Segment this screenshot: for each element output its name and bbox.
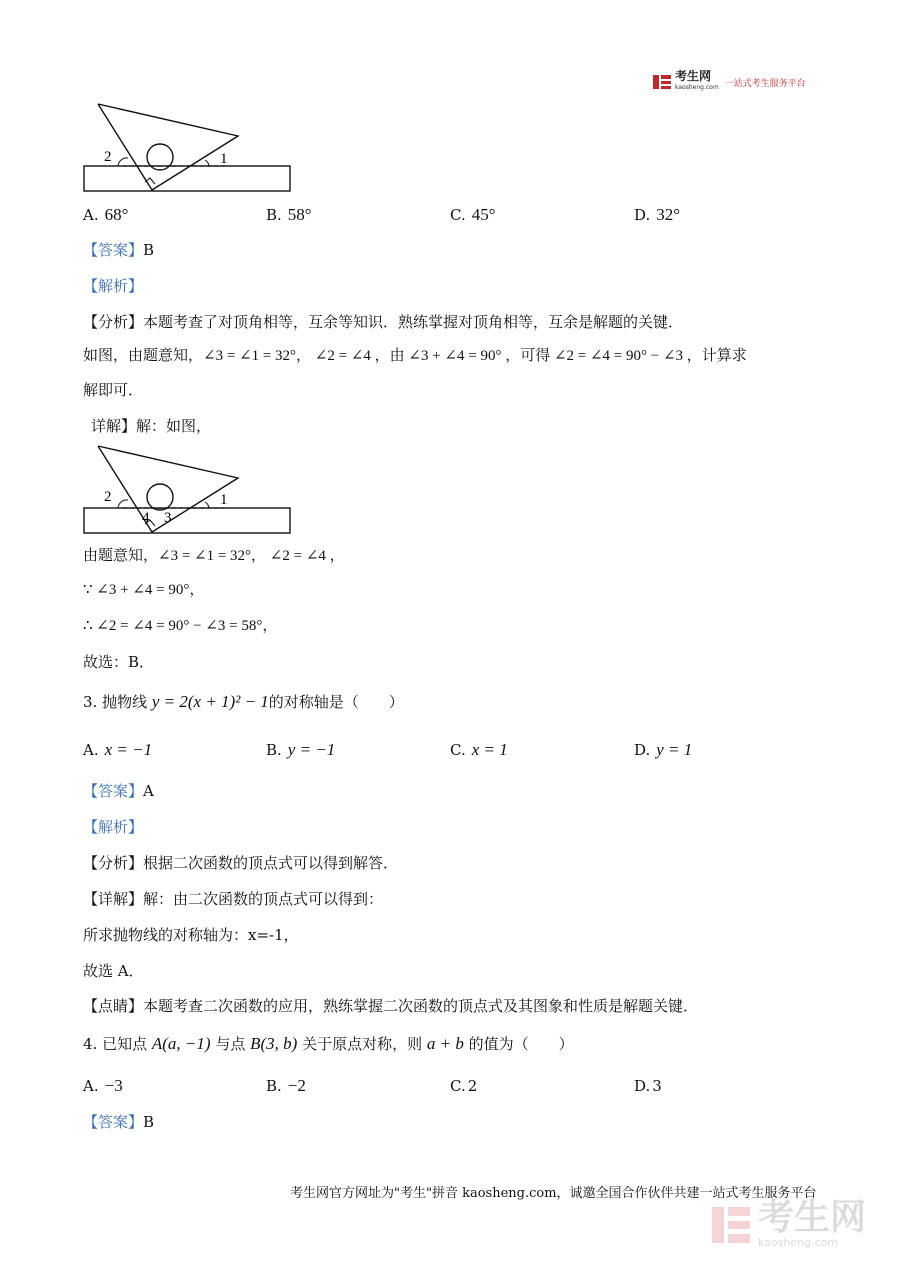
watermark-domain: kaosheng.com bbox=[758, 1236, 839, 1249]
q3-detail: 【详解】解：由二次函数的顶点式可以得到： bbox=[83, 890, 384, 908]
logo-name: 考生网 bbox=[675, 69, 712, 83]
q3-option-c[interactable]: C. x = 1 bbox=[450, 740, 508, 759]
q2-analysis: 【分析】本题考查了对顶角相等，互余等知识．熟练掌握对顶角相等，互余是解题的关键． bbox=[83, 313, 684, 331]
q3-analysis: 【分析】根据二次函数的顶点式可以得到解答． bbox=[83, 854, 399, 872]
logo-slogan: 一站式考生服务平台 bbox=[724, 78, 806, 89]
q3-line1: 所求抛物线的对称轴为：x=-1， bbox=[83, 926, 299, 944]
logo-domain: kaosheng.com bbox=[675, 84, 719, 91]
q2-option-a[interactable]: A. 68° bbox=[83, 205, 129, 224]
q3-option-b[interactable]: B. y = −1 bbox=[266, 740, 336, 759]
q2-step2: ∵ ∠3 + ∠4 = 90°， bbox=[83, 582, 205, 598]
q4-stem: 4. 已知点 A(a, −1) 与点 B(3, b) 关于原点对称，则 a + b 的值为（ ） bbox=[83, 1034, 574, 1053]
q2-option-b[interactable]: B. 58° bbox=[266, 205, 312, 224]
q2-detail-heading: 详解】解：如图， bbox=[91, 417, 212, 435]
q4-answer: 【答案】B bbox=[83, 1113, 155, 1131]
q3-comment: 【点睛】本题考查二次函数的应用，熟练掌握二次函数的顶点式及其图象和性质是解题关键． bbox=[83, 997, 699, 1015]
angle-label-2: 2 bbox=[104, 149, 112, 165]
q2-analysis-line3: 解即可． bbox=[83, 381, 144, 399]
watermark bbox=[712, 1197, 867, 1249]
q4-option-c[interactable]: C. 2 bbox=[450, 1077, 478, 1095]
q3-option-a[interactable]: A. x = −1 bbox=[83, 740, 153, 759]
header-logo bbox=[653, 71, 806, 93]
footer-text: 考生网官方网址为"考生"拼音 kaosheng.com，诚邀全国合作伙伴共建一站式考生服务平台 bbox=[290, 1186, 817, 1201]
q4-option-b[interactable]: B. −2 bbox=[266, 1076, 306, 1095]
q2-jiexi-heading: 【解析】 bbox=[83, 277, 144, 295]
angle-label-3: 3 bbox=[164, 510, 172, 526]
angle-label-1: 1 bbox=[220, 492, 228, 508]
q2-step1: 由题意知，∠3 = ∠1 = 32°， ∠2 = ∠4 ， bbox=[83, 548, 345, 564]
q3-conclusion: 故选 A． bbox=[83, 962, 144, 980]
logo-icon bbox=[653, 73, 671, 91]
q2-analysis-line2: 如图，由题意知，∠3 = ∠1 = 32°， ∠2 = ∠4 ，由 ∠3 + ∠4 = 90° ，可得 ∠2 = ∠4 = 90° − ∠3 ，计算求 bbox=[83, 348, 747, 364]
q2-step3: ∴ ∠2 = ∠4 = 90° − ∠3 = 58°， bbox=[83, 618, 278, 634]
angle-label-1: 1 bbox=[220, 151, 228, 167]
q2-answer: 【答案】B bbox=[83, 241, 155, 259]
q4-option-a[interactable]: A. −3 bbox=[83, 1076, 123, 1095]
q3-stem: 3. 抛物线 y = 2(x + 1)² − 1的对称轴是（ ） bbox=[83, 692, 404, 711]
figure-triangle-ruler bbox=[80, 100, 300, 196]
watermark-name: 考生网 bbox=[758, 1197, 867, 1238]
q2-option-d[interactable]: D. 32° bbox=[634, 205, 681, 224]
q3-answer: 【答案】A bbox=[83, 782, 154, 800]
figure-triangle-ruler-labeled bbox=[80, 442, 300, 538]
q2-option-c[interactable]: C. 45° bbox=[450, 205, 496, 224]
q2-conclusion: 故选：B． bbox=[83, 653, 155, 671]
angle-label-4: 4 bbox=[142, 510, 150, 526]
q3-jiexi-heading: 【解析】 bbox=[83, 818, 144, 836]
q4-option-d[interactable]: D. 3 bbox=[634, 1077, 662, 1095]
q3-option-d[interactable]: D. y = 1 bbox=[634, 740, 693, 759]
watermark-logo-icon bbox=[712, 1203, 752, 1247]
angle-label-2: 2 bbox=[104, 489, 112, 505]
